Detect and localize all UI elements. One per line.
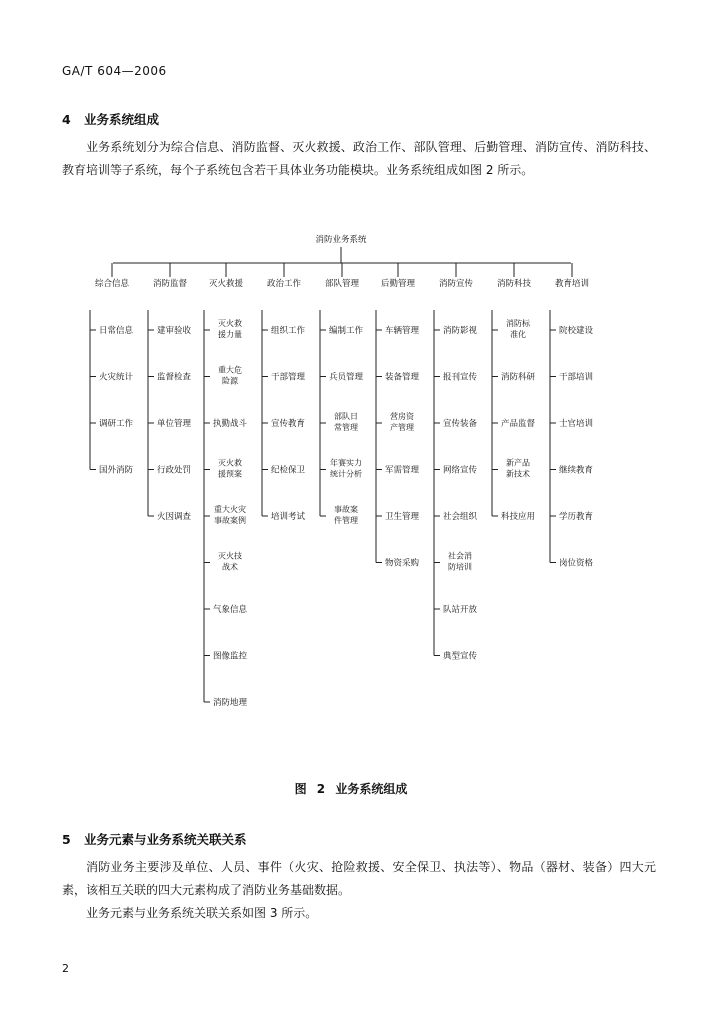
system-4-label: 政治工作 (266, 279, 302, 289)
module-3-4-label: 灭火救援预案 (218, 458, 242, 479)
module-3-5-label: 重大火灾事故案例 (214, 505, 246, 525)
system-7-label: 消防宣传 (438, 279, 474, 289)
module-3-1-label: 灭火救援力量 (218, 319, 242, 339)
system-6-label: 后勤管理 (380, 279, 416, 289)
section-4-number: 4 (62, 112, 71, 127)
module-7-6-label: 社会消防培训 (448, 551, 472, 572)
module-6-3-label: 营房资产管理 (390, 412, 414, 432)
module-5-3-label: 部队日常管理 (334, 412, 358, 432)
module-2-4-label: 行政处罚 (156, 465, 192, 476)
system-5-label: 部队管理 (324, 279, 360, 289)
page-number: 2 (62, 962, 69, 975)
module-4-4-label: 纪检保卫 (270, 465, 306, 476)
module-3-7-label: 气象信息 (212, 605, 248, 615)
section-5-paragraph-1: 消防业务主要涉及单位、人员、事件（火灾、抢险救援、安全保卫、执法等）、物品（器材、装备）四大元素，该相互关联的四大元素构成了消防业务基础数据。 (62, 860, 656, 897)
module-7-5-label: 社会组织 (442, 512, 478, 522)
section-5-number: 5 (62, 832, 71, 847)
system-8-label: 消防科技 (496, 279, 532, 289)
module-7-2-label: 报刊宣传 (442, 372, 478, 383)
module-4-2-label: 干部管理 (270, 372, 306, 383)
module-7-8-label: 典型宣传 (442, 651, 478, 662)
module-9-1-label: 院校建设 (558, 326, 594, 336)
module-3-6-label: 灭火技战术 (218, 551, 242, 572)
module-8-5-label: 科技应用 (500, 512, 536, 522)
module-9-5-label: 学历教育 (558, 512, 594, 522)
module-3-9-label: 消防地理 (212, 698, 248, 708)
diagram-root-label: 消防业务系统 (315, 235, 367, 245)
module-1-3-label: 调研工作 (98, 419, 134, 429)
module-4-3-label: 宣传教育 (270, 419, 306, 429)
section-4-title: 业务系统组成 (84, 112, 160, 127)
module-7-1-label: 消防影视 (442, 326, 478, 336)
module-5-2-label: 兵员管理 (328, 372, 364, 383)
module-9-6-label: 岗位资格 (558, 558, 594, 569)
module-8-3-label: 产品监督 (500, 419, 536, 429)
module-7-3-label: 宣传装备 (442, 419, 478, 429)
section-5-title: 业务元素与业务系统关联关系 (84, 832, 247, 847)
module-1-4-label: 国外消防 (98, 465, 134, 476)
module-3-2-label: 重大危险源 (218, 365, 242, 386)
module-7-4-label: 网络宣传 (442, 465, 478, 476)
module-1-1-label: 日常信息 (98, 326, 134, 336)
module-8-1-label: 消防标准化 (506, 319, 530, 339)
section-5-heading (62, 830, 247, 848)
section-4-paragraph: 业务系统划分为综合信息、消防监督、灭火救援、政治工作、部队管理、后勤管理、消防宣传、消防科技、教育培训等子系统，每个子系统包含若干具体业务功能模块。业务系统组成如图 2 所示。 (62, 140, 656, 177)
system-1-label: 综合信息 (94, 279, 130, 289)
standard-number: GA/T 604—2006 (62, 64, 167, 78)
module-8-2-label: 消防科研 (500, 372, 536, 383)
system-3-label: 灭火救援 (208, 279, 244, 289)
figure-2-title: 业务系统组成 (335, 782, 408, 796)
module-4-1-label: 组织工作 (270, 326, 306, 336)
module-5-4-label: 年赛实力统计分析 (330, 458, 362, 479)
module-6-5-label: 卫生管理 (384, 512, 420, 522)
module-7-7-label: 队站开放 (442, 605, 478, 615)
module-2-3-label: 单位管理 (156, 419, 192, 429)
module-6-6-label: 物资采购 (384, 558, 420, 569)
module-9-3-label: 士官培训 (558, 419, 594, 429)
module-4-5-label: 培训考试 (270, 512, 306, 522)
module-6-4-label: 军需管理 (384, 465, 420, 476)
module-9-4-label: 继续教育 (558, 465, 594, 476)
figure-2-caption (0, 780, 702, 797)
module-3-8-label: 图像监控 (212, 651, 248, 662)
system-9-label: 教育培训 (554, 279, 590, 289)
module-6-2-label: 装备管理 (384, 372, 420, 383)
module-1-2-label: 火灾统计 (98, 372, 134, 383)
module-2-5-label: 火因调查 (156, 512, 192, 522)
module-9-2-label: 干部培训 (558, 372, 594, 383)
figure-2-label: 图 2 (294, 782, 326, 796)
module-2-2-label: 监督检查 (156, 372, 192, 383)
module-3-3-label: 执勤战斗 (212, 419, 248, 429)
section-5-paragraph-2: 业务元素与业务系统关联关系如图 3 所示。 (86, 906, 318, 920)
module-8-4-label: 新产品新技术 (506, 458, 530, 479)
module-5-5-label: 事故案件管理 (334, 505, 358, 525)
module-5-1-label: 编制工作 (328, 326, 364, 336)
module-6-1-label: 车辆管理 (384, 326, 420, 336)
system-2-label: 消防监督 (152, 279, 188, 289)
module-2-1-label: 建审验收 (156, 326, 192, 336)
